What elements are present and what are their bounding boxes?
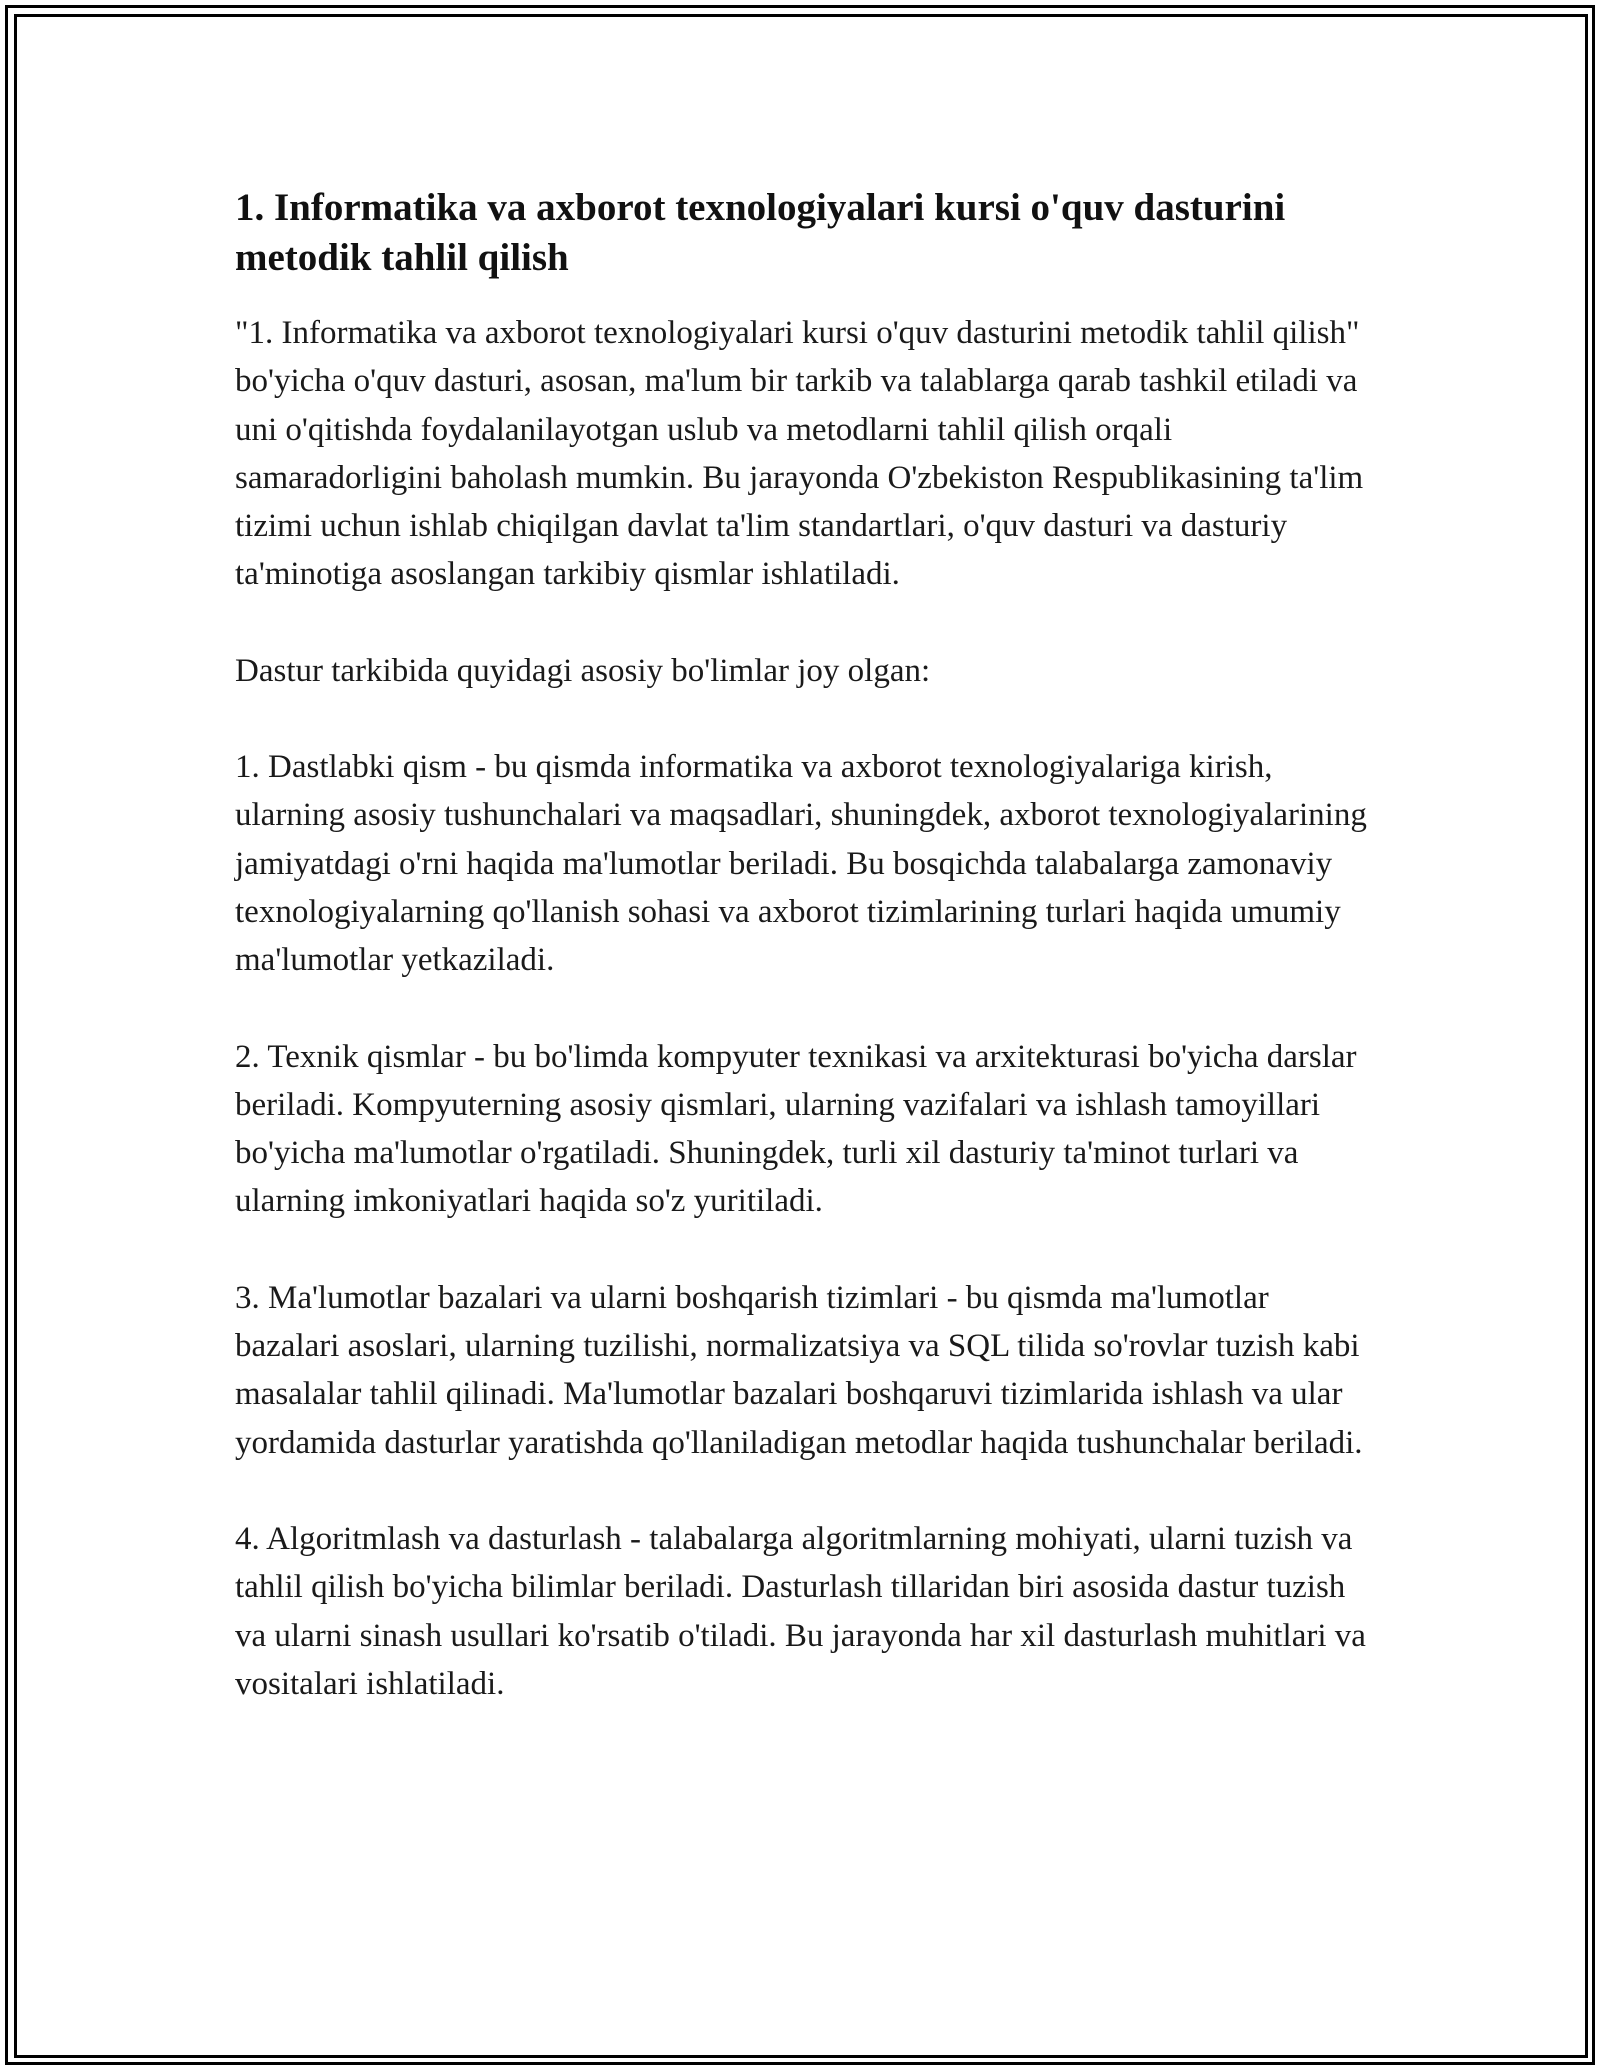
intro-paragraph: "1. Informatika va axborot texnologiyalari kursi o'quv dasturini metodik tahlil qilish" bo'yicha o'quv dasturi, asosan, ma'lum bir tarkib va talablarga qarab tashkil etiladi va uni o'qitishda foydalanilayotgan uslub va metodlarni tahlil qilish orqali samaradorligini baholash mumkin. Bu jarayonda O'zbekiston Respublikasining ta'lim tizimi uchun ishlab chiqilgan davlat ta'lim standartlari, o'quv dasturi va dasturiy ta'minotiga asoslangan tarkibiy qismlar ishlatiladi. (235, 315, 1364, 593)
document-title: 1. Informatika va axborot texnologiyalari kursi o'quv dasturini metodik tahlil qilish (235, 186, 1286, 279)
section-2-paragraph: 2. Texnik qismlar - bu bo'limda kompyuter texnikasi va arxitekturasi bo'yicha darslar beriladi. Kompyuterning asosiy qismlari, ularning vazifalari va ishlash tamoyillari bo'yicha ma'lumotlar o'rgatiladi. Shuningdek, turli xil dasturiy ta'minot turlari va ularning imkoniyatlari haqida so'z yuritiladi. (235, 1038, 1357, 1220)
sections-intro-paragraph: Dastur tarkibida quyidagi asosiy bo'limlar joy olgan: (235, 652, 931, 689)
document-body (235, 183, 1375, 1756)
section-3-paragraph: 3. Ma'lumotlar bazalari va ularni boshqarish tizimlari - bu qismda ma'lumotlar bazalari asoslari, ularning tuzilishi, normalizatsiya va SQL tilida so'rovlar tuzish kabi masalalar tahlil qilinadi. Ma'lumotlar bazalari boshqaruvi tizimlarida ishlash va ular yordamida dasturlar yaratishda qo'llaniladigan metodlar haqida tushunchalar beriladi. (235, 1279, 1363, 1461)
section-4-paragraph: 4. Algoritmlash va dasturlash - talabalarga algoritmlarning mohiyati, ularni tuzish va tahlil qilish bo'yicha bilimlar beriladi. Dasturlash tillaridan biri asosida dastur tuzish va ularni sinash usullari ko'rsatib o'tiladi. Bu jarayonda har xil dasturlash muhitlari va vositalari ishlatiladi. (235, 1520, 1366, 1702)
section-1-paragraph: 1. Dastlabki qism - bu qismda informatika va axborot texnologiyalariga kirish, ularning asosiy tushunchalari va maqsadlari, shuningdek, axborot texnologiyalarining jamiyatdagi o'rni haqida ma'lumotlar beriladi. Bu bosqichda talabalarga zamonaviy texnologiyalarning qo'llanish sohasi va axborot tizimlarining turlari haqida umumiy ma'lumotlar yetkaziladi. (235, 749, 1367, 979)
